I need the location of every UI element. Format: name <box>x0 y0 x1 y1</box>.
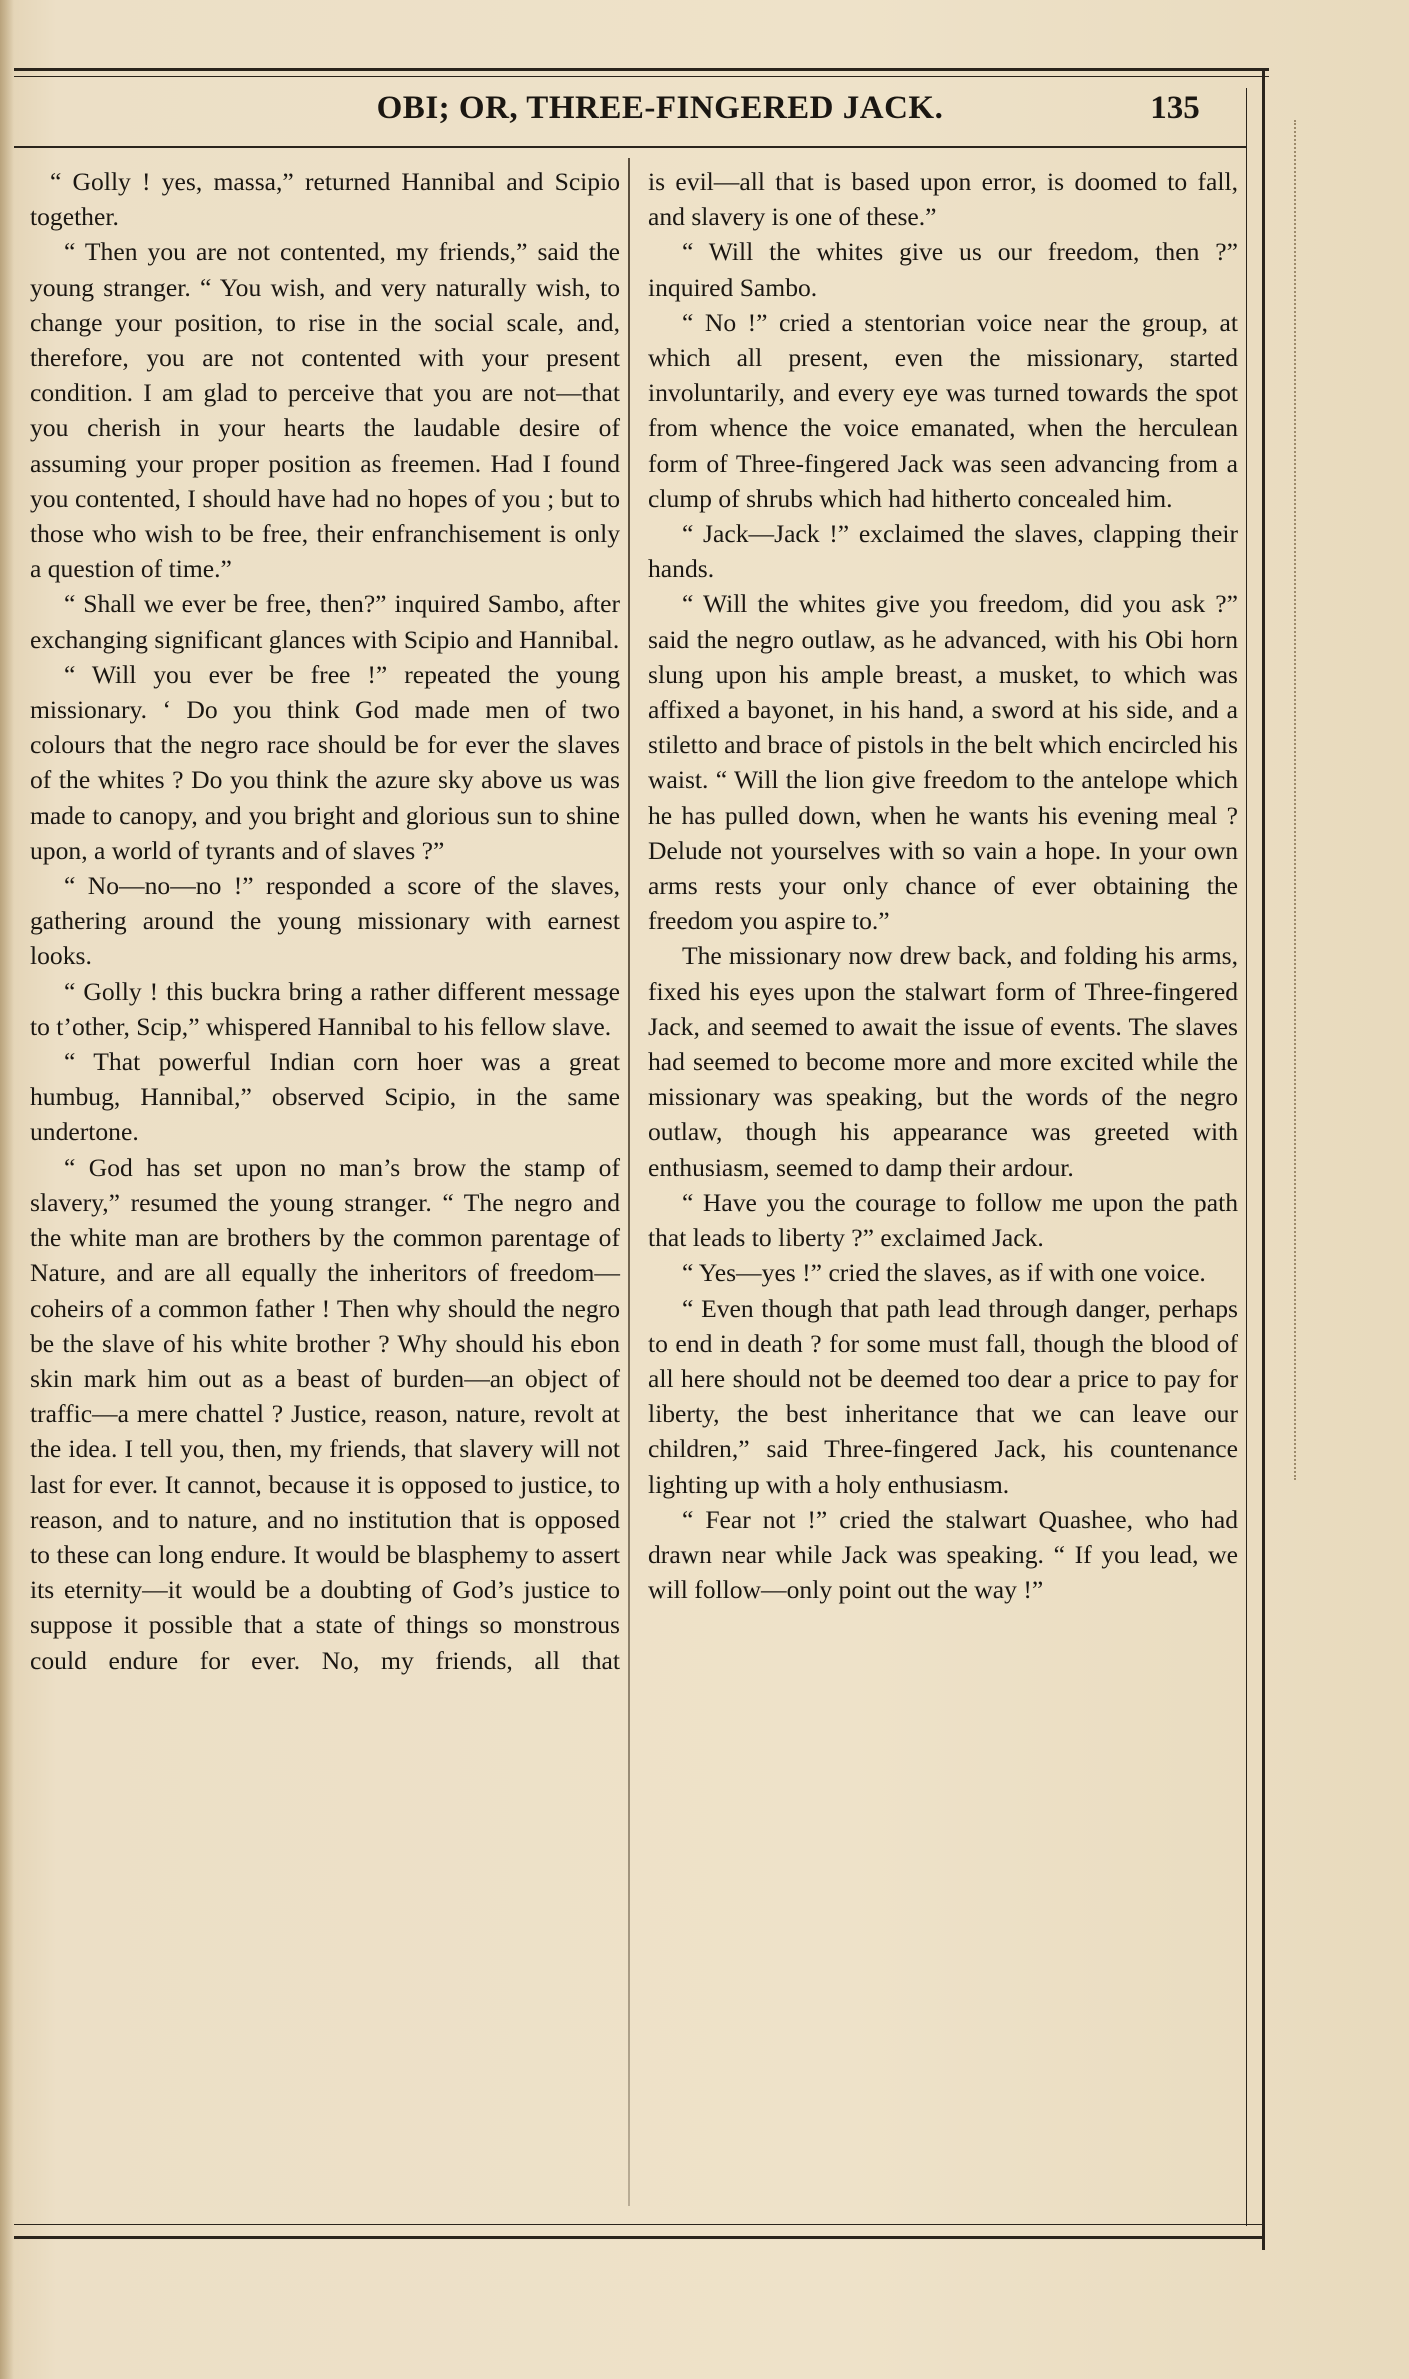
left-column <box>30 164 620 1678</box>
paragraph: “ Will the whites give us our freedom, then ?” inquired Sambo. <box>648 237 1238 302</box>
paragraph: “ Jack—Jack !” exclaimed the slaves, clapping their hands. <box>648 519 1238 584</box>
paragraph: “ Fear not !” cried the stalwart Quashee, who had drawn near while Jack was speaking. “ If you lead, we will follow—only point out the way !” <box>648 1504 1238 1605</box>
page-number: 135 <box>1150 90 1200 126</box>
page-edge-marks <box>1294 120 1304 1480</box>
paragraph: “ Then you are not contented, my friends,” said the young stranger. “ You wish, and very naturally wish, to change your position, to rise in the social scale, and, therefore, you are not contented with your present condition. I am glad to perceive that you are not—that you cherish in your hearts the laudable desire of assuming your proper position as freemen. Had I found you contented, I should have had no hopes of you ; but to those who wish to be free, their enfranchisement is only a question of time.” <box>30 237 620 584</box>
paragraph: “ Will the whites give you freedom, did you ask ?” said the negro outlaw, as he advanced, with his Obi horn slung upon his ample breast, a musket, to which was affixed a bayonet, in his hand, a sword at his side, and a stiletto and brace of pistols in the belt which encircled his waist. “ Will the lion give freedom to the antelope which he has pulled down, when he wants his evening meal ? Delude not yourselves with so vain a hope. In your own arms rests your only chance of ever obtaining the freedom you aspire to.” <box>648 589 1238 936</box>
page-header <box>30 88 1255 138</box>
paragraph: The missionary now drew back, and folding his arms, fixed his eyes upon the stalwart form of Three-fingered Jack, and seemed to await the issue of events. The slaves had seemed to become more and more excited while the missionary was speaking, but the words of the negro outlaw, though his appearance was greeted with enthusiasm, seemed to damp their ardour. <box>648 941 1238 1182</box>
right-column <box>648 164 1238 1607</box>
right-rule-inner <box>1246 88 1247 2226</box>
top-rule-inner <box>14 76 1269 77</box>
paragraph: “ Golly ! this buckra bring a rather different message to t’other, Scip,” whispered Hannibal to his fellow slave. <box>30 976 620 1041</box>
header-rule <box>14 146 1246 148</box>
bottom-rule-inner <box>14 2224 1264 2225</box>
top-rule-outer <box>14 68 1269 71</box>
bottom-rule-outer <box>14 2236 1264 2239</box>
paragraph: “ No !” cried a stentorian voice near the group, at which all present, even the missionary, started involuntarily, and every eye was turned towards the spot from whence the voice emanated, when the herculean form of Three-fingered Jack was seen advancing from a clump of shrubs which had hitherto concealed him. <box>648 307 1238 513</box>
column-divider <box>628 158 630 2206</box>
running-title: OBI; OR, THREE-FINGERED JACK. <box>376 90 944 126</box>
paragraph: “ No—no—no !” responded a score of the slaves, gathering around the young missionary with earnest looks. <box>30 871 620 971</box>
right-rule-outer <box>1262 70 1265 2250</box>
spine-shadow <box>0 0 14 2379</box>
paragraph: “ Even though that path lead through danger, perhaps to end in death ? for some must fall, though the blood of all here should not be deemed too dear a price to pay for liberty, the best inheritance that we can leave our children,” said Three-fingered Jack, his countenance lighting up with a holy enthusiasm. <box>648 1293 1238 1499</box>
paragraph: “ Have you the courage to follow me upon the path that leads to liberty ?” exclaimed Jack. <box>648 1187 1238 1253</box>
paragraph: “ God has set upon no man’s brow the stamp of slavery,” resumed the young stranger. “ The negro and the white man are brothers by the common parentage of Nature, and are all equally the inheritors of freedom—coheirs of a common father ! Then why should the negro be the slave of his white brother ? Why should his ebon skin mark him out as a beast of burden—an object of traffic—a mere chattel ? Justice, reason, nature, revolt at the idea. I tell you, then, my friends, that slavery will not last for ever. It cannot, because it is opposed to justice, to reason, and to nature, and no institution that is opposed to these can long endure. It would be blasphemy to assert its eternity—it would be a doubting of God’s justice to suppose it possible that a state of things so monstrous could endure for ever. No, my friends, all that <box>30 1152 620 1675</box>
paragraph: “ Yes—yes !” cried the slaves, as if with one voice. <box>682 1258 1206 1288</box>
paragraph: “ Golly ! yes, massa,” returned Hannibal and Scipio together. <box>30 167 620 232</box>
paragraph: “ Will you ever be free !” repeated the young missionary. ‘ Do you think God made men of two colours that the negro race should be for ever the slaves of the whites ? Do you think the azure sky above us was made to canopy, and you bright and glorious sun to shine upon, a world of tyrants and of slaves ?” <box>30 659 620 865</box>
paragraph: “ That powerful Indian corn hoer was a great humbug, Hannibal,” observed Scipio, in the same undertone. <box>30 1047 620 1147</box>
paragraph: is evil—all that is based upon error, is doomed to fall, and slavery is one of these.” <box>648 167 1238 232</box>
paragraph: “ Shall we ever be free, then?” inquired Sambo, after exchanging significant glances with Scipio and Hannibal. <box>30 589 620 654</box>
